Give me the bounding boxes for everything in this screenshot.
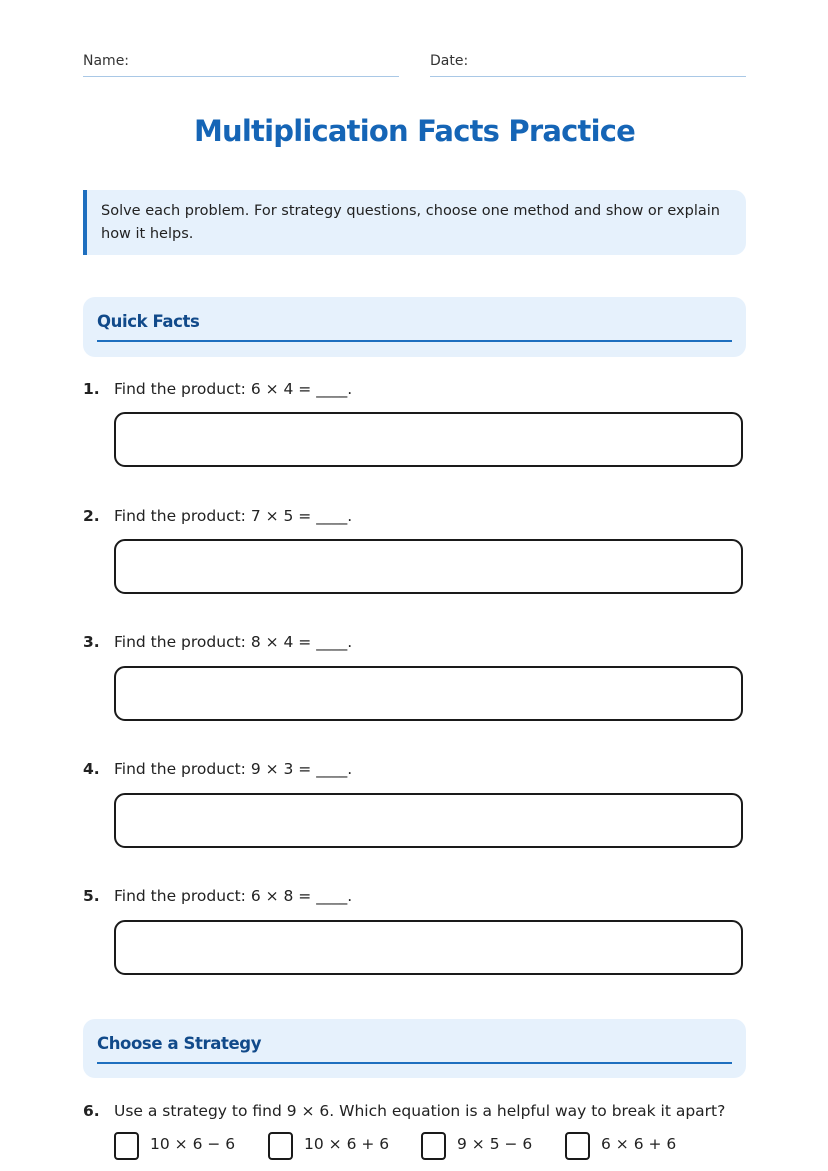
section-rule <box>97 340 732 342</box>
page-title: Multiplication Facts Practice <box>194 114 635 148</box>
name-field[interactable] <box>83 52 399 77</box>
question-number: 6. <box>83 1102 100 1120</box>
question-text: Find the product: 8 × 4 = ____. <box>114 633 353 651</box>
question-text: Find the product: 6 × 8 = ____. <box>114 887 353 905</box>
answer-box-5[interactable] <box>114 920 743 975</box>
answer-box-4[interactable] <box>114 793 743 848</box>
question-number: 2. <box>83 507 100 525</box>
checkbox[interactable] <box>114 1132 139 1160</box>
section-quick-facts <box>83 297 746 357</box>
section-title: Quick Facts <box>97 312 200 331</box>
question-number: 4. <box>83 760 100 778</box>
choice-label: 10 × 6 + 6 <box>304 1135 390 1153</box>
answer-box-1[interactable] <box>114 412 743 467</box>
section-rule <box>97 1062 732 1064</box>
checkbox[interactable] <box>421 1132 446 1160</box>
section-choose-strategy <box>83 1019 746 1078</box>
question-text: Use a strategy to find 9 × 6. Which equation is a helpful way to break it apart? <box>114 1102 726 1120</box>
choice-label: 9 × 5 − 6 <box>457 1135 533 1153</box>
choice-label: 6 × 6 + 6 <box>601 1135 677 1153</box>
checkbox[interactable] <box>565 1132 590 1160</box>
question-text: Find the product: 9 × 3 = ____. <box>114 760 353 778</box>
answer-choices <box>114 1132 734 1162</box>
date-field[interactable] <box>430 52 746 77</box>
choice-label: 10 × 6 − 6 <box>150 1135 236 1153</box>
checkbox[interactable] <box>268 1132 293 1160</box>
name-label: Name: <box>83 53 130 69</box>
answer-box-3[interactable] <box>114 666 743 721</box>
header-fields <box>83 52 746 78</box>
instructions-callout: Solve each problem. For strategy questions, choose one method and show or explain how it helps. <box>83 190 746 255</box>
question-number: 5. <box>83 887 100 905</box>
question-number: 1. <box>83 380 100 398</box>
date-label: Date: <box>430 53 469 69</box>
question-number: 3. <box>83 633 100 651</box>
question-text: Find the product: 7 × 5 = ____. <box>114 507 353 525</box>
answer-box-2[interactable] <box>114 539 743 594</box>
section-title: Choose a Strategy <box>97 1034 262 1053</box>
question-text: Find the product: 6 × 4 = ____. <box>114 380 353 398</box>
